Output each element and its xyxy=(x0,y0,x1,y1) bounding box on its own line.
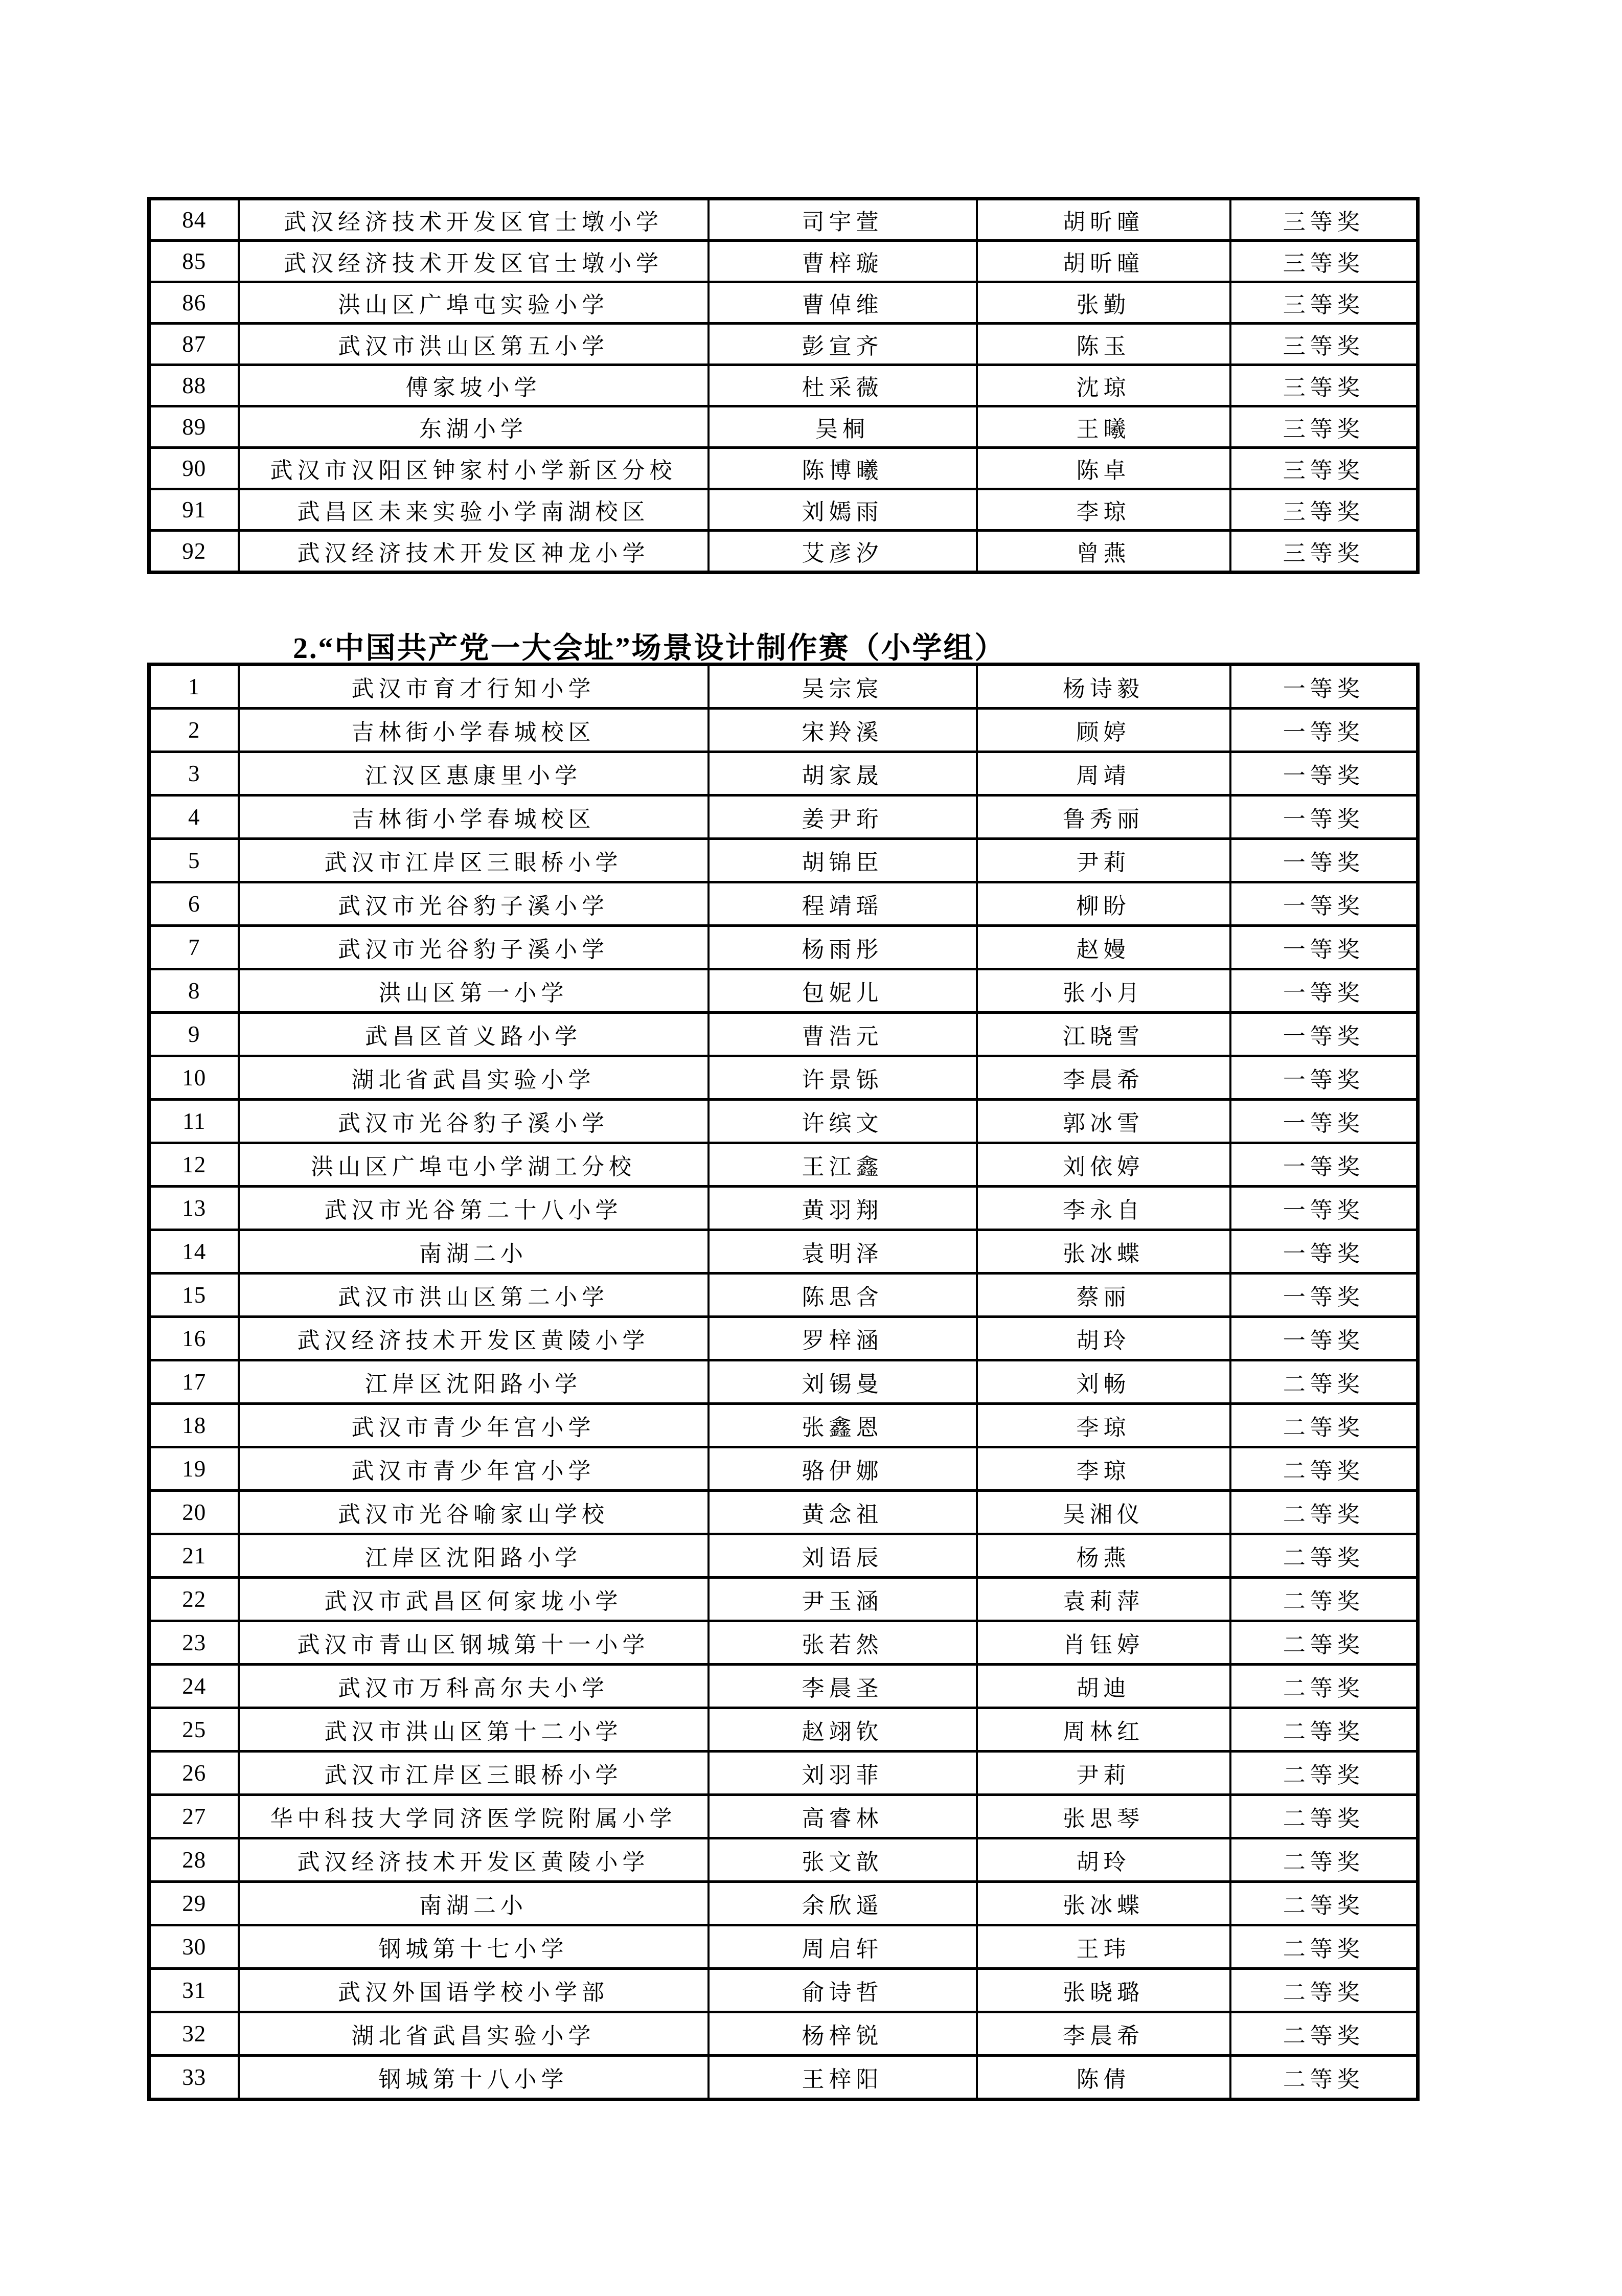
student-name-cell: 刘语辰 xyxy=(709,1534,977,1578)
award-level-cell: 二等奖 xyxy=(1230,1708,1418,1752)
teacher-name-cell: 鲁秀丽 xyxy=(977,795,1230,839)
school-cell: 钢城第十八小学 xyxy=(239,2056,709,2100)
teacher-name-cell: 杨诗毅 xyxy=(977,665,1230,709)
school-cell: 武汉市青山区钢城第十一小学 xyxy=(239,1621,709,1665)
award-level-cell: 三等奖 xyxy=(1230,448,1418,489)
row-number-cell: 24 xyxy=(149,1665,239,1708)
teacher-name-cell: 胡玲 xyxy=(977,1838,1230,1882)
award-level-cell: 一等奖 xyxy=(1230,665,1418,709)
school-cell: 武汉市光谷豹子溪小学 xyxy=(239,1100,709,1143)
teacher-name-cell: 张冰蝶 xyxy=(977,1230,1230,1274)
award-level-cell: 三等奖 xyxy=(1230,241,1418,282)
student-name-cell: 王江鑫 xyxy=(709,1143,977,1187)
school-cell: 洪山区广埠屯小学湖工分校 xyxy=(239,1143,709,1187)
student-name-cell: 曹梓璇 xyxy=(709,241,977,282)
row-number-cell: 86 xyxy=(149,282,239,324)
award-level-cell: 一等奖 xyxy=(1230,1013,1418,1056)
award-level-cell: 一等奖 xyxy=(1230,882,1418,926)
student-name-cell: 张鑫恩 xyxy=(709,1404,977,1447)
award-level-cell: 三等奖 xyxy=(1230,324,1418,365)
row-number-cell: 2 xyxy=(149,709,239,752)
award-level-cell: 二等奖 xyxy=(1230,1404,1418,1447)
row-number-cell: 32 xyxy=(149,2012,239,2056)
row-number-cell: 92 xyxy=(149,531,239,573)
student-name-cell: 陈思含 xyxy=(709,1274,977,1317)
table-row xyxy=(149,1665,1418,1708)
student-name-cell: 余欣遥 xyxy=(709,1882,977,1925)
row-number-cell: 87 xyxy=(149,324,239,365)
section-heading: 2.“中国共产党一大会址”场景设计制作赛（小学组） xyxy=(293,631,1006,665)
student-name-cell: 程靖瑶 xyxy=(709,882,977,926)
school-cell: 钢城第十七小学 xyxy=(239,1925,709,1969)
table-row xyxy=(149,709,1418,752)
student-name-cell: 杨梓锐 xyxy=(709,2012,977,2056)
table-row xyxy=(149,1230,1418,1274)
school-cell: 江岸区沈阳路小学 xyxy=(239,1360,709,1404)
teacher-name-cell: 张冰蝶 xyxy=(977,1882,1230,1925)
school-cell: 武汉市江岸区三眼桥小学 xyxy=(239,1752,709,1795)
school-cell: 武汉市青少年宫小学 xyxy=(239,1447,709,1491)
school-cell: 江汉区惠康里小学 xyxy=(239,752,709,795)
table-row xyxy=(149,365,1418,406)
award-level-cell: 一等奖 xyxy=(1230,1056,1418,1100)
row-number-cell: 13 xyxy=(149,1187,239,1230)
student-name-cell: 黄念祖 xyxy=(709,1491,977,1534)
row-number-cell: 21 xyxy=(149,1534,239,1578)
school-cell: 武汉经济技术开发区黄陵小学 xyxy=(239,1838,709,1882)
scene-design-contest-table-body xyxy=(149,665,1418,2100)
school-cell: 洪山区第一小学 xyxy=(239,969,709,1013)
table-row xyxy=(149,665,1418,709)
award-level-cell: 二等奖 xyxy=(1230,1795,1418,1838)
teacher-name-cell: 李琼 xyxy=(977,1404,1230,1447)
award-level-cell: 二等奖 xyxy=(1230,2012,1418,2056)
student-name-cell: 王梓阳 xyxy=(709,2056,977,2100)
award-level-cell: 二等奖 xyxy=(1230,1491,1418,1534)
school-cell: 武昌区未来实验小学南湖校区 xyxy=(239,489,709,531)
award-level-cell: 二等奖 xyxy=(1230,1969,1418,2012)
row-number-cell: 5 xyxy=(149,839,239,882)
table-row xyxy=(149,795,1418,839)
award-level-cell: 三等奖 xyxy=(1230,365,1418,406)
table-row xyxy=(149,1404,1418,1447)
row-number-cell: 33 xyxy=(149,2056,239,2100)
school-cell: 武汉市光谷豹子溪小学 xyxy=(239,926,709,969)
school-cell: 吉林街小学春城校区 xyxy=(239,709,709,752)
teacher-name-cell: 张思琴 xyxy=(977,1795,1230,1838)
school-cell: 湖北省武昌实验小学 xyxy=(239,2012,709,2056)
school-cell: 武汉市光谷豹子溪小学 xyxy=(239,882,709,926)
teacher-name-cell: 陈卓 xyxy=(977,448,1230,489)
teacher-name-cell: 顾婷 xyxy=(977,709,1230,752)
row-number-cell: 26 xyxy=(149,1752,239,1795)
student-name-cell: 胡家晟 xyxy=(709,752,977,795)
teacher-name-cell: 胡昕曈 xyxy=(977,241,1230,282)
school-cell: 吉林街小学春城校区 xyxy=(239,795,709,839)
school-cell: 江岸区沈阳路小学 xyxy=(239,1534,709,1578)
student-name-cell: 骆伊娜 xyxy=(709,1447,977,1491)
table-row xyxy=(149,1752,1418,1795)
student-name-cell: 许缤文 xyxy=(709,1100,977,1143)
table-row xyxy=(149,1274,1418,1317)
teacher-name-cell: 刘畅 xyxy=(977,1360,1230,1404)
row-number-cell: 25 xyxy=(149,1708,239,1752)
school-cell: 湖北省武昌实验小学 xyxy=(239,1056,709,1100)
teacher-name-cell: 沈琼 xyxy=(977,365,1230,406)
school-cell: 武汉经济技术开发区神龙小学 xyxy=(239,531,709,573)
award-level-cell: 一等奖 xyxy=(1230,839,1418,882)
third-prize-table-continued xyxy=(147,197,1420,574)
award-level-cell: 一等奖 xyxy=(1230,926,1418,969)
table-row xyxy=(149,1882,1418,1925)
award-level-cell: 一等奖 xyxy=(1230,709,1418,752)
student-name-cell: 张若然 xyxy=(709,1621,977,1665)
table-row xyxy=(149,406,1418,448)
teacher-name-cell: 陈倩 xyxy=(977,2056,1230,2100)
school-cell: 武汉经济技术开发区黄陵小学 xyxy=(239,1317,709,1360)
table-row xyxy=(149,1056,1418,1100)
student-name-cell: 司宇萱 xyxy=(709,199,977,241)
teacher-name-cell: 蔡丽 xyxy=(977,1274,1230,1317)
student-name-cell: 曹倬维 xyxy=(709,282,977,324)
award-level-cell: 三等奖 xyxy=(1230,199,1418,241)
teacher-name-cell: 张晓璐 xyxy=(977,1969,1230,2012)
school-cell: 武汉市江岸区三眼桥小学 xyxy=(239,839,709,882)
award-level-cell: 二等奖 xyxy=(1230,1838,1418,1882)
row-number-cell: 90 xyxy=(149,448,239,489)
row-number-cell: 15 xyxy=(149,1274,239,1317)
award-level-cell: 一等奖 xyxy=(1230,1274,1418,1317)
award-level-cell: 一等奖 xyxy=(1230,752,1418,795)
teacher-name-cell: 李琼 xyxy=(977,1447,1230,1491)
table-row xyxy=(149,1317,1418,1360)
teacher-name-cell: 郭冰雪 xyxy=(977,1100,1230,1143)
table-row xyxy=(149,1100,1418,1143)
row-number-cell: 91 xyxy=(149,489,239,531)
teacher-name-cell: 陈玉 xyxy=(977,324,1230,365)
teacher-name-cell: 肖钰婷 xyxy=(977,1621,1230,1665)
school-cell: 武汉市洪山区第五小学 xyxy=(239,324,709,365)
table-row xyxy=(149,752,1418,795)
teacher-name-cell: 江晓雪 xyxy=(977,1013,1230,1056)
school-cell: 武汉市万科高尔夫小学 xyxy=(239,1665,709,1708)
row-number-cell: 16 xyxy=(149,1317,239,1360)
table-row xyxy=(149,1708,1418,1752)
student-name-cell: 吴宗宸 xyxy=(709,665,977,709)
table-row xyxy=(149,882,1418,926)
table-row xyxy=(149,241,1418,282)
student-name-cell: 周启轩 xyxy=(709,1925,977,1969)
table-row xyxy=(149,1143,1418,1187)
table-row xyxy=(149,1447,1418,1491)
teacher-name-cell: 周林红 xyxy=(977,1708,1230,1752)
table-row xyxy=(149,1838,1418,1882)
student-name-cell: 张文歆 xyxy=(709,1838,977,1882)
teacher-name-cell: 曾燕 xyxy=(977,531,1230,573)
row-number-cell: 6 xyxy=(149,882,239,926)
award-level-cell: 一等奖 xyxy=(1230,1230,1418,1274)
row-number-cell: 9 xyxy=(149,1013,239,1056)
award-level-cell: 二等奖 xyxy=(1230,1665,1418,1708)
row-number-cell: 1 xyxy=(149,665,239,709)
student-name-cell: 许景铄 xyxy=(709,1056,977,1100)
school-cell: 武昌区首义路小学 xyxy=(239,1013,709,1056)
row-number-cell: 12 xyxy=(149,1143,239,1187)
student-name-cell: 彭宣齐 xyxy=(709,324,977,365)
row-number-cell: 8 xyxy=(149,969,239,1013)
student-name-cell: 包妮儿 xyxy=(709,969,977,1013)
school-cell: 武汉外国语学校小学部 xyxy=(239,1969,709,2012)
teacher-name-cell: 胡玲 xyxy=(977,1317,1230,1360)
award-level-cell: 三等奖 xyxy=(1230,531,1418,573)
school-cell: 东湖小学 xyxy=(239,406,709,448)
award-level-cell: 三等奖 xyxy=(1230,406,1418,448)
table-row xyxy=(149,1534,1418,1578)
student-name-cell: 俞诗哲 xyxy=(709,1969,977,2012)
row-number-cell: 20 xyxy=(149,1491,239,1534)
school-cell: 南湖二小 xyxy=(239,1230,709,1274)
row-number-cell: 19 xyxy=(149,1447,239,1491)
award-level-cell: 二等奖 xyxy=(1230,1882,1418,1925)
teacher-name-cell: 柳盼 xyxy=(977,882,1230,926)
row-number-cell: 10 xyxy=(149,1056,239,1100)
table-row xyxy=(149,1360,1418,1404)
row-number-cell: 30 xyxy=(149,1925,239,1969)
award-level-cell: 二等奖 xyxy=(1230,1360,1418,1404)
table-row xyxy=(149,839,1418,882)
award-level-cell: 二等奖 xyxy=(1230,2056,1418,2100)
award-level-cell: 二等奖 xyxy=(1230,1534,1418,1578)
table-row xyxy=(149,1578,1418,1621)
teacher-name-cell: 袁莉萍 xyxy=(977,1578,1230,1621)
award-level-cell: 一等奖 xyxy=(1230,1100,1418,1143)
student-name-cell: 李晨圣 xyxy=(709,1665,977,1708)
row-number-cell: 14 xyxy=(149,1230,239,1274)
table-row xyxy=(149,1187,1418,1230)
table-row xyxy=(149,969,1418,1013)
award-level-cell: 二等奖 xyxy=(1230,1578,1418,1621)
row-number-cell: 31 xyxy=(149,1969,239,2012)
row-number-cell: 89 xyxy=(149,406,239,448)
table-row xyxy=(149,324,1418,365)
row-number-cell: 29 xyxy=(149,1882,239,1925)
teacher-name-cell: 王曦 xyxy=(977,406,1230,448)
third-prize-table-body xyxy=(149,199,1418,573)
award-level-cell: 二等奖 xyxy=(1230,1621,1418,1665)
teacher-name-cell: 尹莉 xyxy=(977,839,1230,882)
school-cell: 傅家坡小学 xyxy=(239,365,709,406)
award-level-cell: 三等奖 xyxy=(1230,282,1418,324)
table-row xyxy=(149,2012,1418,2056)
row-number-cell: 4 xyxy=(149,795,239,839)
student-name-cell: 陈博曦 xyxy=(709,448,977,489)
table-row xyxy=(149,448,1418,489)
teacher-name-cell: 李晨希 xyxy=(977,2012,1230,2056)
school-cell: 武汉经济技术开发区官士墩小学 xyxy=(239,241,709,282)
table-row xyxy=(149,1969,1418,2012)
student-name-cell: 宋羚溪 xyxy=(709,709,977,752)
award-level-cell: 一等奖 xyxy=(1230,795,1418,839)
table-row xyxy=(149,489,1418,531)
teacher-name-cell: 张勤 xyxy=(977,282,1230,324)
student-name-cell: 尹玉涵 xyxy=(709,1578,977,1621)
student-name-cell: 姜尹珩 xyxy=(709,795,977,839)
award-level-cell: 一等奖 xyxy=(1230,969,1418,1013)
award-level-cell: 一等奖 xyxy=(1230,1187,1418,1230)
student-name-cell: 杨雨彤 xyxy=(709,926,977,969)
award-level-cell: 一等奖 xyxy=(1230,1143,1418,1187)
row-number-cell: 11 xyxy=(149,1100,239,1143)
table-row xyxy=(149,1795,1418,1838)
school-cell: 华中科技大学同济医学院附属小学 xyxy=(239,1795,709,1838)
student-name-cell: 袁明泽 xyxy=(709,1230,977,1274)
table-row xyxy=(149,926,1418,969)
teacher-name-cell: 尹莉 xyxy=(977,1752,1230,1795)
row-number-cell: 84 xyxy=(149,199,239,241)
student-name-cell: 赵翊钦 xyxy=(709,1708,977,1752)
teacher-name-cell: 杨燕 xyxy=(977,1534,1230,1578)
student-name-cell: 罗梓涵 xyxy=(709,1317,977,1360)
school-cell: 武汉市武昌区何家垅小学 xyxy=(239,1578,709,1621)
student-name-cell: 高睿林 xyxy=(709,1795,977,1838)
student-name-cell: 刘锡曼 xyxy=(709,1360,977,1404)
teacher-name-cell: 李晨希 xyxy=(977,1056,1230,1100)
teacher-name-cell: 胡昕曈 xyxy=(977,199,1230,241)
student-name-cell: 杜采薇 xyxy=(709,365,977,406)
student-name-cell: 胡锦臣 xyxy=(709,839,977,882)
row-number-cell: 18 xyxy=(149,1404,239,1447)
student-name-cell: 吴桐 xyxy=(709,406,977,448)
teacher-name-cell: 张小月 xyxy=(977,969,1230,1013)
row-number-cell: 17 xyxy=(149,1360,239,1404)
school-cell: 武汉市洪山区第二小学 xyxy=(239,1274,709,1317)
teacher-name-cell: 李琼 xyxy=(977,489,1230,531)
table-row xyxy=(149,1491,1418,1534)
award-level-cell: 二等奖 xyxy=(1230,1925,1418,1969)
award-level-cell: 三等奖 xyxy=(1230,489,1418,531)
teacher-name-cell: 胡迪 xyxy=(977,1665,1230,1708)
student-name-cell: 黄羽翔 xyxy=(709,1187,977,1230)
table-row xyxy=(149,199,1418,241)
school-cell: 武汉经济技术开发区官士墩小学 xyxy=(239,199,709,241)
teacher-name-cell: 赵嫚 xyxy=(977,926,1230,969)
row-number-cell: 27 xyxy=(149,1795,239,1838)
teacher-name-cell: 吴湘仪 xyxy=(977,1491,1230,1534)
school-cell: 武汉市汉阳区钟家村小学新区分校 xyxy=(239,448,709,489)
school-cell: 武汉市洪山区第十二小学 xyxy=(239,1708,709,1752)
teacher-name-cell: 刘依婷 xyxy=(977,1143,1230,1187)
school-cell: 武汉市光谷喻家山学校 xyxy=(239,1491,709,1534)
school-cell: 南湖二小 xyxy=(239,1882,709,1925)
teacher-name-cell: 李永自 xyxy=(977,1187,1230,1230)
teacher-name-cell: 周靖 xyxy=(977,752,1230,795)
scene-design-contest-table xyxy=(147,663,1420,2101)
school-cell: 武汉市光谷第二十八小学 xyxy=(239,1187,709,1230)
table-row xyxy=(149,531,1418,573)
award-level-cell: 二等奖 xyxy=(1230,1752,1418,1795)
table-row xyxy=(149,1925,1418,1969)
student-name-cell: 曹浩元 xyxy=(709,1013,977,1056)
row-number-cell: 88 xyxy=(149,365,239,406)
table-row xyxy=(149,282,1418,324)
school-cell: 武汉市育才行知小学 xyxy=(239,665,709,709)
row-number-cell: 23 xyxy=(149,1621,239,1665)
row-number-cell: 22 xyxy=(149,1578,239,1621)
row-number-cell: 85 xyxy=(149,241,239,282)
school-cell: 洪山区广埠屯实验小学 xyxy=(239,282,709,324)
student-name-cell: 艾彦汐 xyxy=(709,531,977,573)
table-row xyxy=(149,1621,1418,1665)
row-number-cell: 28 xyxy=(149,1838,239,1882)
award-level-cell: 一等奖 xyxy=(1230,1317,1418,1360)
table-row xyxy=(149,2056,1418,2100)
table-row xyxy=(149,1013,1418,1056)
student-name-cell: 刘羽菲 xyxy=(709,1752,977,1795)
student-name-cell: 刘嫣雨 xyxy=(709,489,977,531)
teacher-name-cell: 王玮 xyxy=(977,1925,1230,1969)
award-level-cell: 二等奖 xyxy=(1230,1447,1418,1491)
school-cell: 武汉市青少年宫小学 xyxy=(239,1404,709,1447)
row-number-cell: 3 xyxy=(149,752,239,795)
row-number-cell: 7 xyxy=(149,926,239,969)
